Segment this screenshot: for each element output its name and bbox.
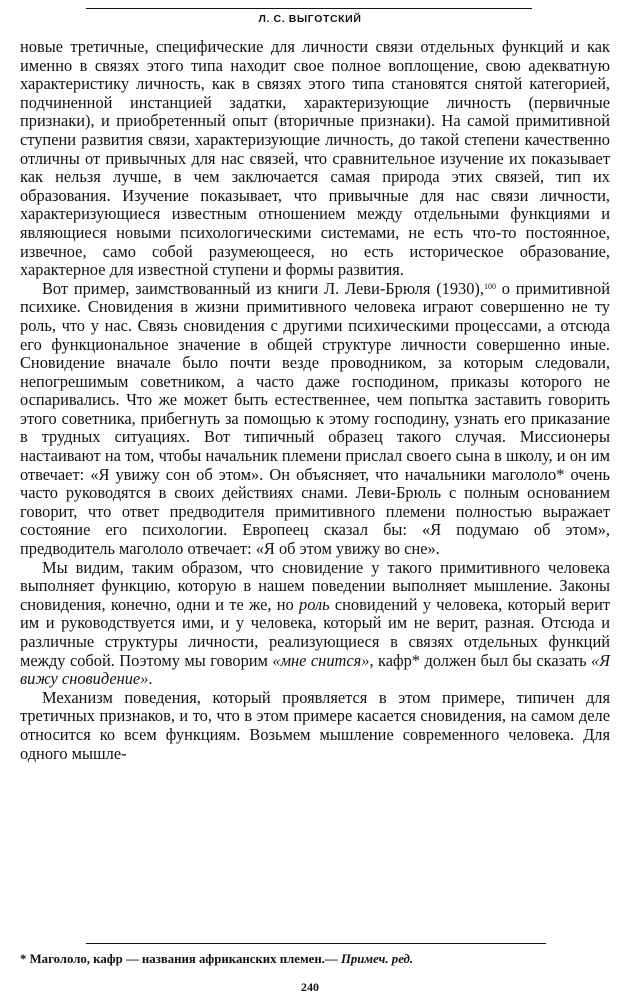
paragraph-4-text: Механизм поведения, который проявляется в этом примере, типичен для третичных признаков, и то, что в этом примере касается сновидения, на самом деле относится ко всем функциям. Возьмем мышление современного человека. Для одного мышле- xyxy=(20,687,610,763)
footnote-rule xyxy=(86,943,546,944)
emphasis-role: роль xyxy=(299,594,330,614)
footnote-text: * Магололо, кафр — названия африканских племен.— xyxy=(20,952,341,966)
paragraph-1 xyxy=(20,38,610,280)
page-number: 240 xyxy=(301,980,319,994)
body-text xyxy=(20,38,610,763)
paragraph-2-text-a: Вот пример, заимствованный из книги Л. Леви-Брюля (1930), xyxy=(42,278,484,298)
paragraph-3-text-d: . xyxy=(148,669,153,689)
paragraph-1-text: новые третичные, специфические для личности связи отдельных функций и как именно в связях этого типа находит свое полное воплощение, свою адекватную характеристику личность, как в связях этого типа становятся снятой категорией, подчиненной инстанцией задатки, характеризующие личность (первичные признаки), и приобретенный опыт (вторичные признаки). На самой примитивной ступени развития связи, характеризующие личность, до такой степени качественно отличны от привычных для нас связей, что сравнительное изучение их показывает как нельзя лучше, в чем заключается самая природа этих связей, тип их образования. Изучение показывает, что привычные для нас связи личности, характеризующиеся известным отношением между отдельными функциями и являющиеся новыми психологическими системами, не есть что-то постоянное, извечное, само собой разумеющееся, но есть историческое образование, характерное для известной ступени и формы развития. xyxy=(20,37,610,280)
endnote-reference[interactable]: 100 xyxy=(484,281,496,291)
footnote xyxy=(20,952,610,967)
paragraph-2-text-b: о примитивной психике. Сновидения в жизни примитивного человека играют совершенно не ту роль, что у нас. Связь сновидения с другими психическими процессами, а отсюда его функциональное значение в общей структуре личности совершенно иные. Сновидение вначале было почти везде проводником, за которым следовали, непогрешимым советником, а часто даже господином, приказы которого не оспаривались. Что же может быть естественнее, чем попытка заставить говорить этого советника, прибегнуть за помощью к этому господину, узнать его приказание в трудных ситуациях. Вот типичный образец такого случая. Миссионеры настаивают на том, чтобы начальник племени прислал своего сына в школу, и он им отвечает: «Я увижу сон об этом». Он объясняет, что начальники магололо* очень часто руководятся в своих действиях снами. Леви-Брюль с полным основанием говорит, что ответ предводителя примитивного племени полностью выражает состояние его психологии. Европеец сказал бы: «Я подумаю об этом», предводитель магололо отвечает: «Я об этом увижу во сне». xyxy=(20,278,611,559)
paragraph-2 xyxy=(20,280,610,559)
paragraph-3-text-b: сновидений у человека, который верит им и руководствуется ими, и у человека, который им не верит, разная. Отсюда и различные структуры личности, реализующиеся в связях отдельных функций между собой. Поэтому мы говорим xyxy=(20,594,611,670)
paragraph-3-text-a: Мы видим, таким образом, что сновидение у такого примитивного человека выполняет функцию, которую в нашем поведении выполняет мышление. Законы сновидения, конечно, одни и те же, но xyxy=(20,557,610,614)
footnote-editor-note: Примеч. ред. xyxy=(340,952,414,966)
paragraph-3-text-c: , кафр* должен был бы сказать xyxy=(369,650,592,670)
running-head: Л. С. ВЫГОТСКИЙ xyxy=(258,13,362,25)
emphasis-mne-snitsya: «мне снится» xyxy=(272,650,370,670)
paragraph-4 xyxy=(20,689,610,763)
header-rule xyxy=(86,8,532,9)
paragraph-3 xyxy=(20,559,610,689)
emphasis-ya-vizhu: «Я вижу сновидение» xyxy=(20,650,611,689)
